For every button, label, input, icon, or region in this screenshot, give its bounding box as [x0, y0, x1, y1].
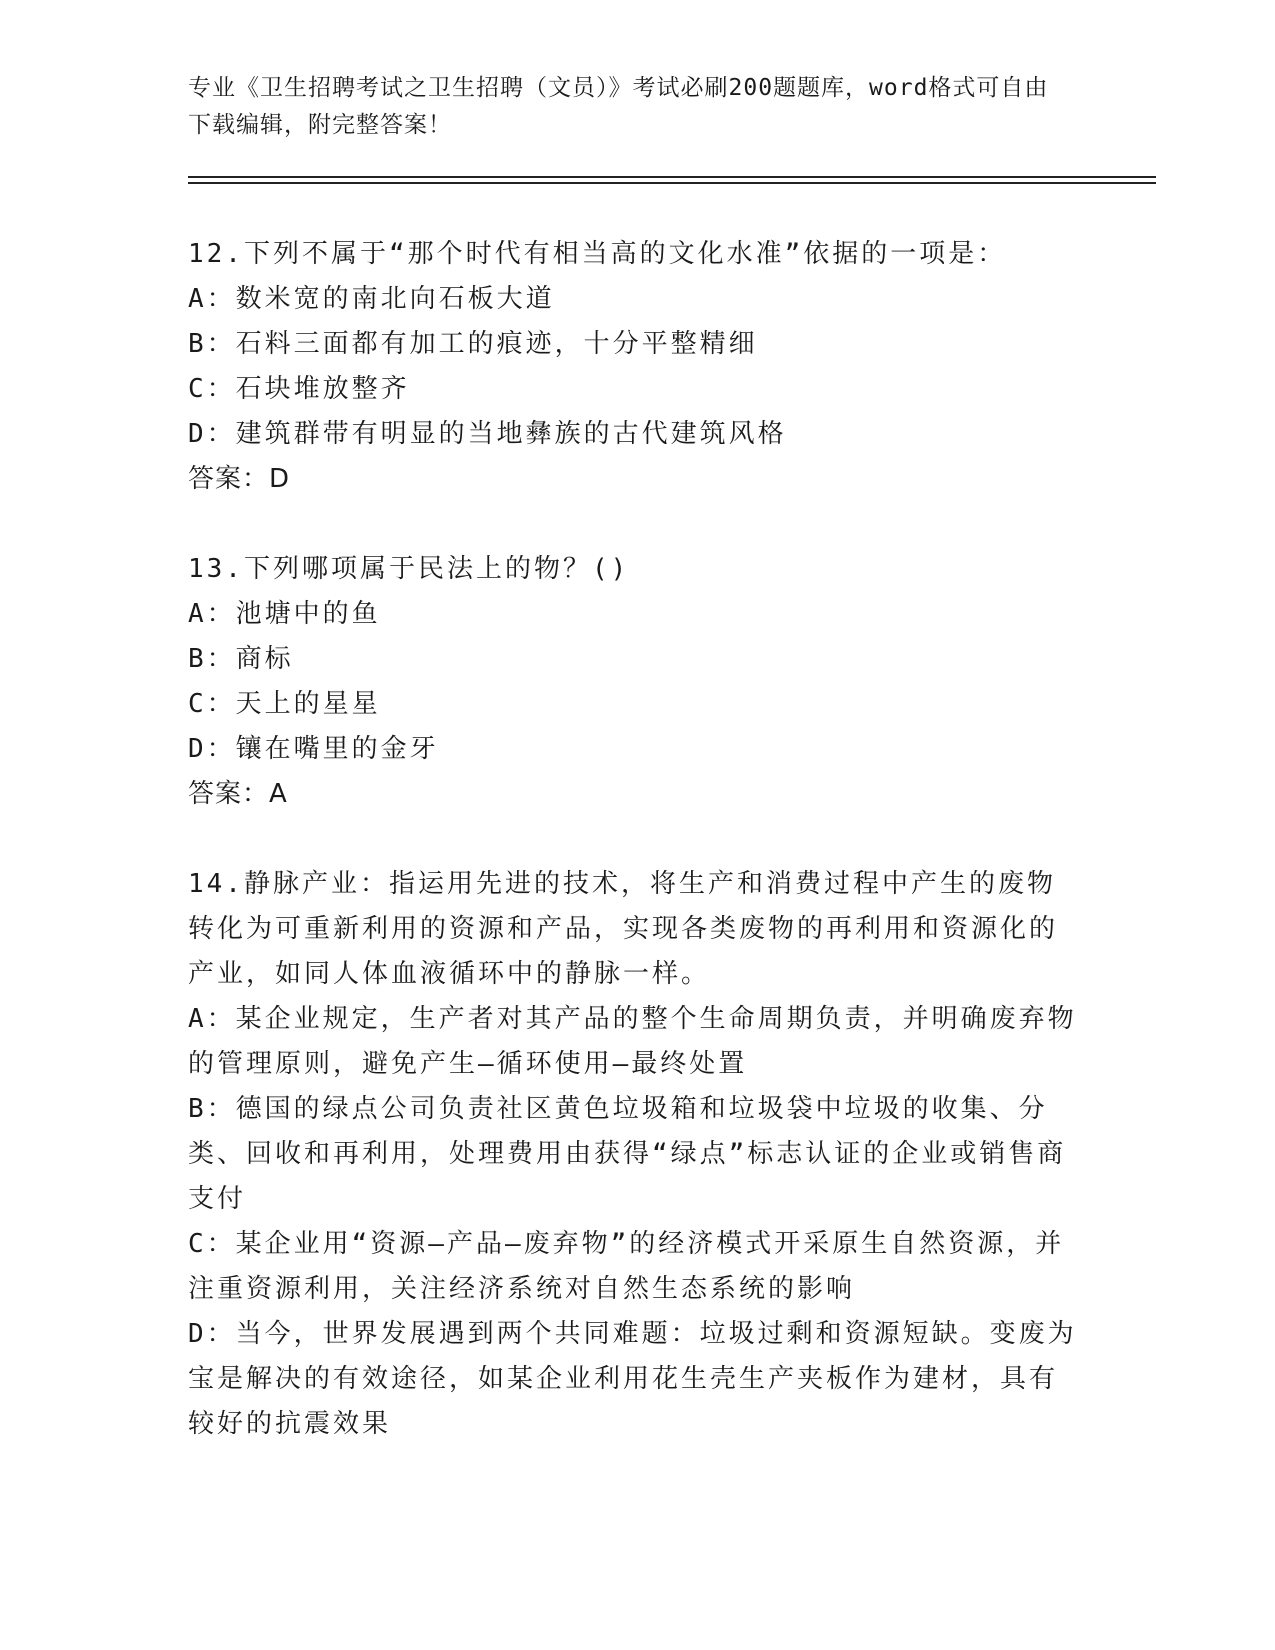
answer-label: 答案：	[188, 464, 270, 494]
option-a	[188, 997, 1078, 1087]
option-a	[188, 277, 1078, 322]
answer-value: D	[269, 464, 291, 494]
question-spacer	[188, 502, 1078, 547]
option-d	[188, 727, 1078, 772]
answer-line	[188, 457, 1078, 502]
answer-line	[188, 772, 1078, 817]
question-list	[188, 232, 1078, 1447]
header-divider-top	[188, 176, 1156, 178]
question-number: 13.	[188, 554, 244, 584]
question-13	[188, 547, 1078, 817]
option-key: B：	[188, 329, 236, 359]
option-text: 商标	[235, 644, 294, 674]
option-c	[188, 682, 1078, 727]
option-text: 石块堆放整齐	[235, 374, 410, 404]
question-spacer	[188, 817, 1078, 862]
option-text: 某企业规定，生产者对其产品的整个生命周期负责，并明确废弃物的管理原则，避免产生—循环使用—最终处置	[188, 1004, 1077, 1079]
header-divider-bottom	[188, 182, 1156, 184]
answer-label: 答案：	[188, 779, 270, 809]
option-b	[188, 322, 1078, 367]
option-key: C：	[188, 1229, 236, 1259]
option-key: D：	[188, 1319, 236, 1349]
question-number: 14.	[188, 869, 244, 899]
question-text: 静脉产业：指运用先进的技术，将生产和消费过程中产生的废物转化为可重新利用的资源和产品，实现各类废物的再利用和资源化的产业，如同人体血液循环中的静脉一样。	[188, 869, 1059, 989]
answer-value: A	[269, 779, 288, 809]
option-key: B：	[188, 644, 236, 674]
question-stem	[188, 232, 1078, 277]
option-key: A：	[188, 599, 236, 629]
document-header-text: 专业《卫生招聘考试之卫生招聘（文员）》考试必刷200题题库，word格式可自由下载编辑，附完整答案！	[188, 75, 1049, 138]
option-text: 德国的绿点公司负责社区黄色垃圾箱和垃圾袋中垃圾的收集、分类、回收和再利用，处理费用由获得“绿点”标志认证的企业或销售商支付	[188, 1094, 1067, 1214]
option-key: C：	[188, 374, 236, 404]
option-d	[188, 412, 1078, 457]
option-text: 天上的星星	[235, 689, 381, 719]
option-key: D：	[188, 419, 236, 449]
option-c	[188, 1222, 1078, 1312]
question-text: 下列不属于“那个时代有相当高的文化水准”依据的一项是：	[243, 239, 1007, 269]
question-number: 12.	[188, 239, 244, 269]
option-key: C：	[188, 689, 236, 719]
option-a	[188, 592, 1078, 637]
option-key: A：	[188, 284, 236, 314]
option-text: 某企业用“资源—产品—废弃物”的经济模式开采原生自然资源，并注重资源利用，关注经济系统对自然生态系统的影响	[188, 1229, 1065, 1304]
option-key: A：	[188, 1004, 236, 1034]
question-12	[188, 232, 1078, 502]
option-text: 镶在嘴里的金牙	[235, 734, 439, 764]
question-14	[188, 862, 1078, 1447]
question-text: 下列哪项属于民法上的物？()	[243, 554, 630, 584]
option-text: 建筑群带有明显的当地彝族的古代建筑风格	[235, 419, 787, 449]
option-b	[188, 637, 1078, 682]
option-key: D：	[188, 734, 236, 764]
option-key: B：	[188, 1094, 236, 1124]
question-stem	[188, 547, 1078, 592]
option-text: 数米宽的南北向石板大道	[235, 284, 555, 314]
option-d	[188, 1312, 1078, 1447]
option-text: 当今，世界发展遇到两个共同难题：垃圾过剩和资源短缺。变废为宝是解决的有效途径，如某企业利用花生壳生产夹板作为建材，具有较好的抗震效果	[188, 1319, 1077, 1439]
option-b	[188, 1087, 1078, 1222]
option-text: 池塘中的鱼	[235, 599, 381, 629]
question-stem	[188, 862, 1078, 997]
option-c	[188, 367, 1078, 412]
option-text: 石料三面都有加工的痕迹，十分平整精细	[235, 329, 758, 359]
